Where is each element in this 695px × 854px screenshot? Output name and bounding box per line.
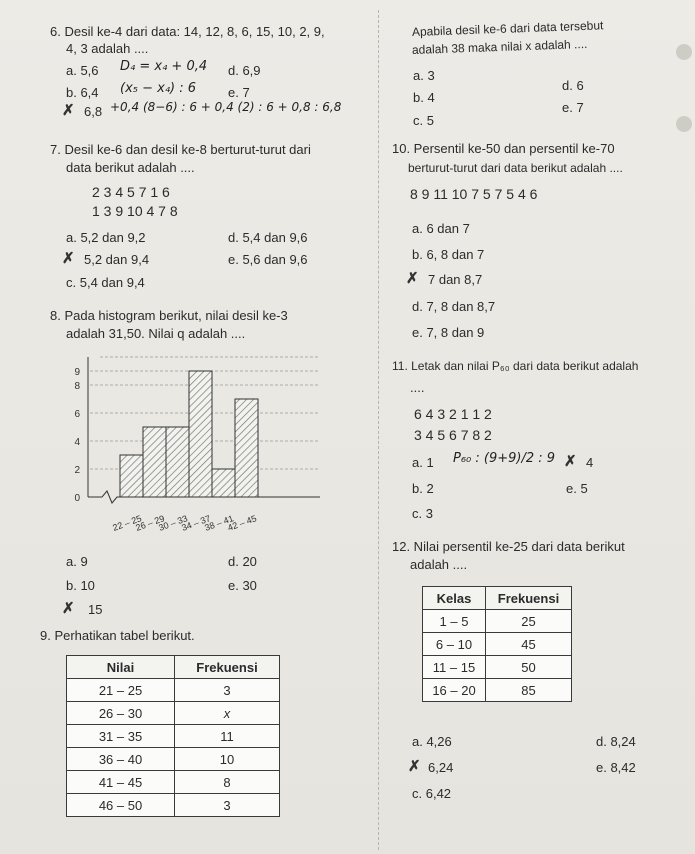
table-cell: 36 – 40: [67, 748, 175, 771]
histogram-bar: [166, 427, 189, 497]
q8-option-d: d. 20: [228, 554, 257, 569]
table-cell: 21 – 25: [67, 679, 175, 702]
x-tick-label: 22 – 25: [111, 513, 143, 533]
q11-option-a: a. 1: [412, 455, 434, 470]
x-tick-label: 38 – 41: [203, 513, 235, 533]
table-cell: 3: [175, 679, 280, 702]
q12-option-c: c. 6,42: [412, 786, 452, 801]
q6-handwriting-1: D₄ = x₄ + 0,4: [120, 59, 208, 74]
answer-cross-mark: ✗: [62, 600, 75, 617]
q7-option-c: c. 5,4 dan 9,4: [66, 275, 145, 290]
q10-option-a: a. 6 dan 7: [412, 221, 470, 236]
q10-question-line1: 10. Persentil ke-50 dan persentil ke-70: [392, 141, 615, 156]
q12-option-e: e. 8,42: [596, 760, 636, 775]
table-cell: 10: [175, 748, 280, 771]
q11-option-d: 4: [586, 455, 594, 470]
q9-question: 9. Perhatikan tabel berikut.: [40, 628, 195, 643]
table-cell: 1 – 5: [423, 610, 486, 633]
table-cell: 6 – 10: [423, 633, 486, 656]
q7-option-d: d. 5,4 dan 9,6: [228, 230, 308, 245]
table-cell: 45: [486, 633, 572, 656]
y-tick-label: 8: [74, 381, 80, 392]
x-tick-label: 42 – 45: [226, 513, 258, 533]
q6-handwriting-3: +0,4 (8−6) : 6 + 0,4 (2) : 6 + 0,8 : 6,8: [110, 100, 342, 114]
q10-option-b: b. 6, 8 dan 7: [412, 247, 485, 262]
q12-header-frekuensi: Frekuensi: [486, 587, 572, 610]
answer-cross-mark: ✗: [62, 102, 75, 119]
q12-option-b: 6,24: [428, 760, 454, 775]
q6r-question-line1: Apabila desil ke-6 dari data tersebut: [411, 18, 604, 39]
q8-option-a: a. 9: [66, 554, 88, 569]
q9-header-nilai: Nilai: [67, 656, 175, 679]
table-cell: 31 – 35: [67, 725, 175, 748]
q8-question-line1: 8. Pada histogram berikut, nilai desil ke-3: [50, 308, 288, 323]
q6r-option-d: d. 6: [562, 78, 584, 93]
table-cell: 16 – 20: [423, 679, 486, 702]
q10-option-d: d. 7, 8 dan 8,7: [412, 299, 496, 314]
histogram-chart: [60, 345, 335, 540]
q6-option-a: a. 5,6: [66, 63, 99, 78]
table-row: [67, 679, 280, 702]
table-row: [423, 656, 572, 679]
answer-cross-mark: ✗: [62, 250, 75, 267]
x-tick-label: 30 – 33: [157, 513, 189, 533]
q11-data-row2: 3 4 5 6 7 8 2: [414, 427, 492, 443]
y-tick-label: 9: [74, 367, 80, 378]
table-cell: x: [175, 702, 280, 725]
q12-header-kelas: Kelas: [423, 587, 486, 610]
q6-option-d: d. 6,9: [228, 63, 261, 78]
table-cell: 85: [486, 679, 572, 702]
table-cell: 41 – 45: [67, 771, 175, 794]
table-row: [67, 771, 280, 794]
q11-question-line2: ....: [410, 380, 425, 395]
answer-cross-mark: ✗: [564, 453, 577, 470]
table-row: [67, 725, 280, 748]
y-tick-label: 4: [74, 437, 80, 448]
table-row: [423, 610, 572, 633]
q7-option-a: a. 5,2 dan 9,2: [66, 230, 146, 245]
q8-option-e: e. 30: [228, 578, 257, 593]
q10-question-line2: berturut-turut dari data berikut adalah ....: [408, 161, 623, 175]
q9-header-frekuensi: Frekuensi: [175, 656, 280, 679]
y-tick-label: 2: [74, 465, 80, 476]
binder-hole: [676, 116, 692, 132]
q11-option-b: b. 2: [412, 481, 434, 496]
q7-option-b: 5,2 dan 9,4: [84, 252, 150, 267]
q6-question-line1: 6. Desil ke-4 dari data: 14, 12, 8, 6, 15, 10, 2, 9,: [50, 24, 325, 39]
q6r-option-b: b. 4: [413, 90, 435, 105]
q6-option-b: b. 6,4: [66, 85, 99, 100]
q8-question-line2: adalah 31,50. Nilai q adalah ....: [66, 326, 246, 341]
x-tick-label: 26 – 29: [134, 513, 166, 533]
q11-question-line1: 11. Letak dan nilai P₆₀ dari data berikut adalah: [392, 359, 639, 373]
histogram-bar: [189, 371, 212, 497]
table-cell: 26 – 30: [67, 702, 175, 725]
histogram-bar: [120, 455, 143, 497]
table-cell: 11: [175, 725, 280, 748]
table-cell: 50: [486, 656, 572, 679]
q12-frequency-table: [422, 586, 572, 702]
q7-option-e: e. 5,6 dan 9,6: [228, 252, 308, 267]
q7-question-line1: 7. Desil ke-6 dan desil ke-8 berturut-turut dari: [50, 142, 311, 157]
histogram-bar: [235, 399, 258, 497]
q6r-option-e: e. 7: [562, 100, 584, 115]
q12-option-a: a. 4,26: [412, 734, 452, 749]
q7-data-row2: 1 3 9 10 4 7 8: [92, 203, 178, 219]
q10-option-e: e. 7, 8 dan 9: [412, 325, 485, 340]
q6-option-e: e. 7: [228, 85, 250, 100]
q12-option-d: d. 8,24: [596, 734, 636, 749]
q12-question-line1: 12. Nilai persentil ke-25 dari data berikut: [392, 539, 625, 554]
table-row: [423, 633, 572, 656]
q11-option-e: e. 5: [566, 481, 588, 496]
y-tick-label: 0: [74, 493, 80, 504]
table-row: [67, 794, 280, 817]
q8-option-c: 15: [88, 602, 103, 617]
q12-question-line2: adalah ....: [410, 557, 468, 572]
answer-cross-mark: ✗: [408, 758, 421, 775]
table-cell: 46 – 50: [67, 794, 175, 817]
histogram-bar: [143, 427, 166, 497]
q6-handwriting-2: (x₅ − x₄) : 6: [120, 81, 197, 96]
q6-question-line2: 4, 3 adalah ....: [66, 41, 149, 56]
table-row: [67, 748, 280, 771]
table-row: [67, 702, 280, 725]
histogram-bar: [212, 469, 235, 497]
q9-frequency-table: [66, 655, 280, 817]
q8-option-b: b. 10: [66, 578, 95, 593]
table-cell: 11 – 15: [423, 656, 486, 679]
q10-data-row: 8 9 11 10 7 5 7 5 4 6: [410, 186, 538, 202]
q7-data-row1: 2 3 4 5 7 1 6: [92, 184, 170, 200]
table-cell: 25: [486, 610, 572, 633]
answer-cross-mark: ✗: [406, 270, 419, 287]
q11-option-c: c. 3: [412, 506, 433, 521]
column-divider: [378, 10, 379, 850]
table-cell: 8: [175, 771, 280, 794]
q7-question-line2: data berikut adalah ....: [66, 160, 195, 175]
q11-data-row1: 6 4 3 2 1 1 2: [414, 406, 492, 422]
q6r-question-line2: adalah 38 maka nilai x adalah ....: [411, 36, 588, 57]
q6r-option-a: a. 3: [413, 68, 435, 83]
y-tick-label: 6: [74, 409, 80, 420]
q6r-option-c: c. 5: [413, 113, 434, 128]
q6-option-c: 6,8: [84, 104, 103, 119]
binder-hole: [676, 44, 692, 60]
table-row: [423, 679, 572, 702]
q11-handwriting: P₆₀ : (9+9)/2 : 9: [453, 451, 556, 466]
table-cell: 3: [175, 794, 280, 817]
x-tick-label: 34 – 37: [180, 513, 212, 533]
q10-option-c: 7 dan 8,7: [428, 272, 483, 287]
